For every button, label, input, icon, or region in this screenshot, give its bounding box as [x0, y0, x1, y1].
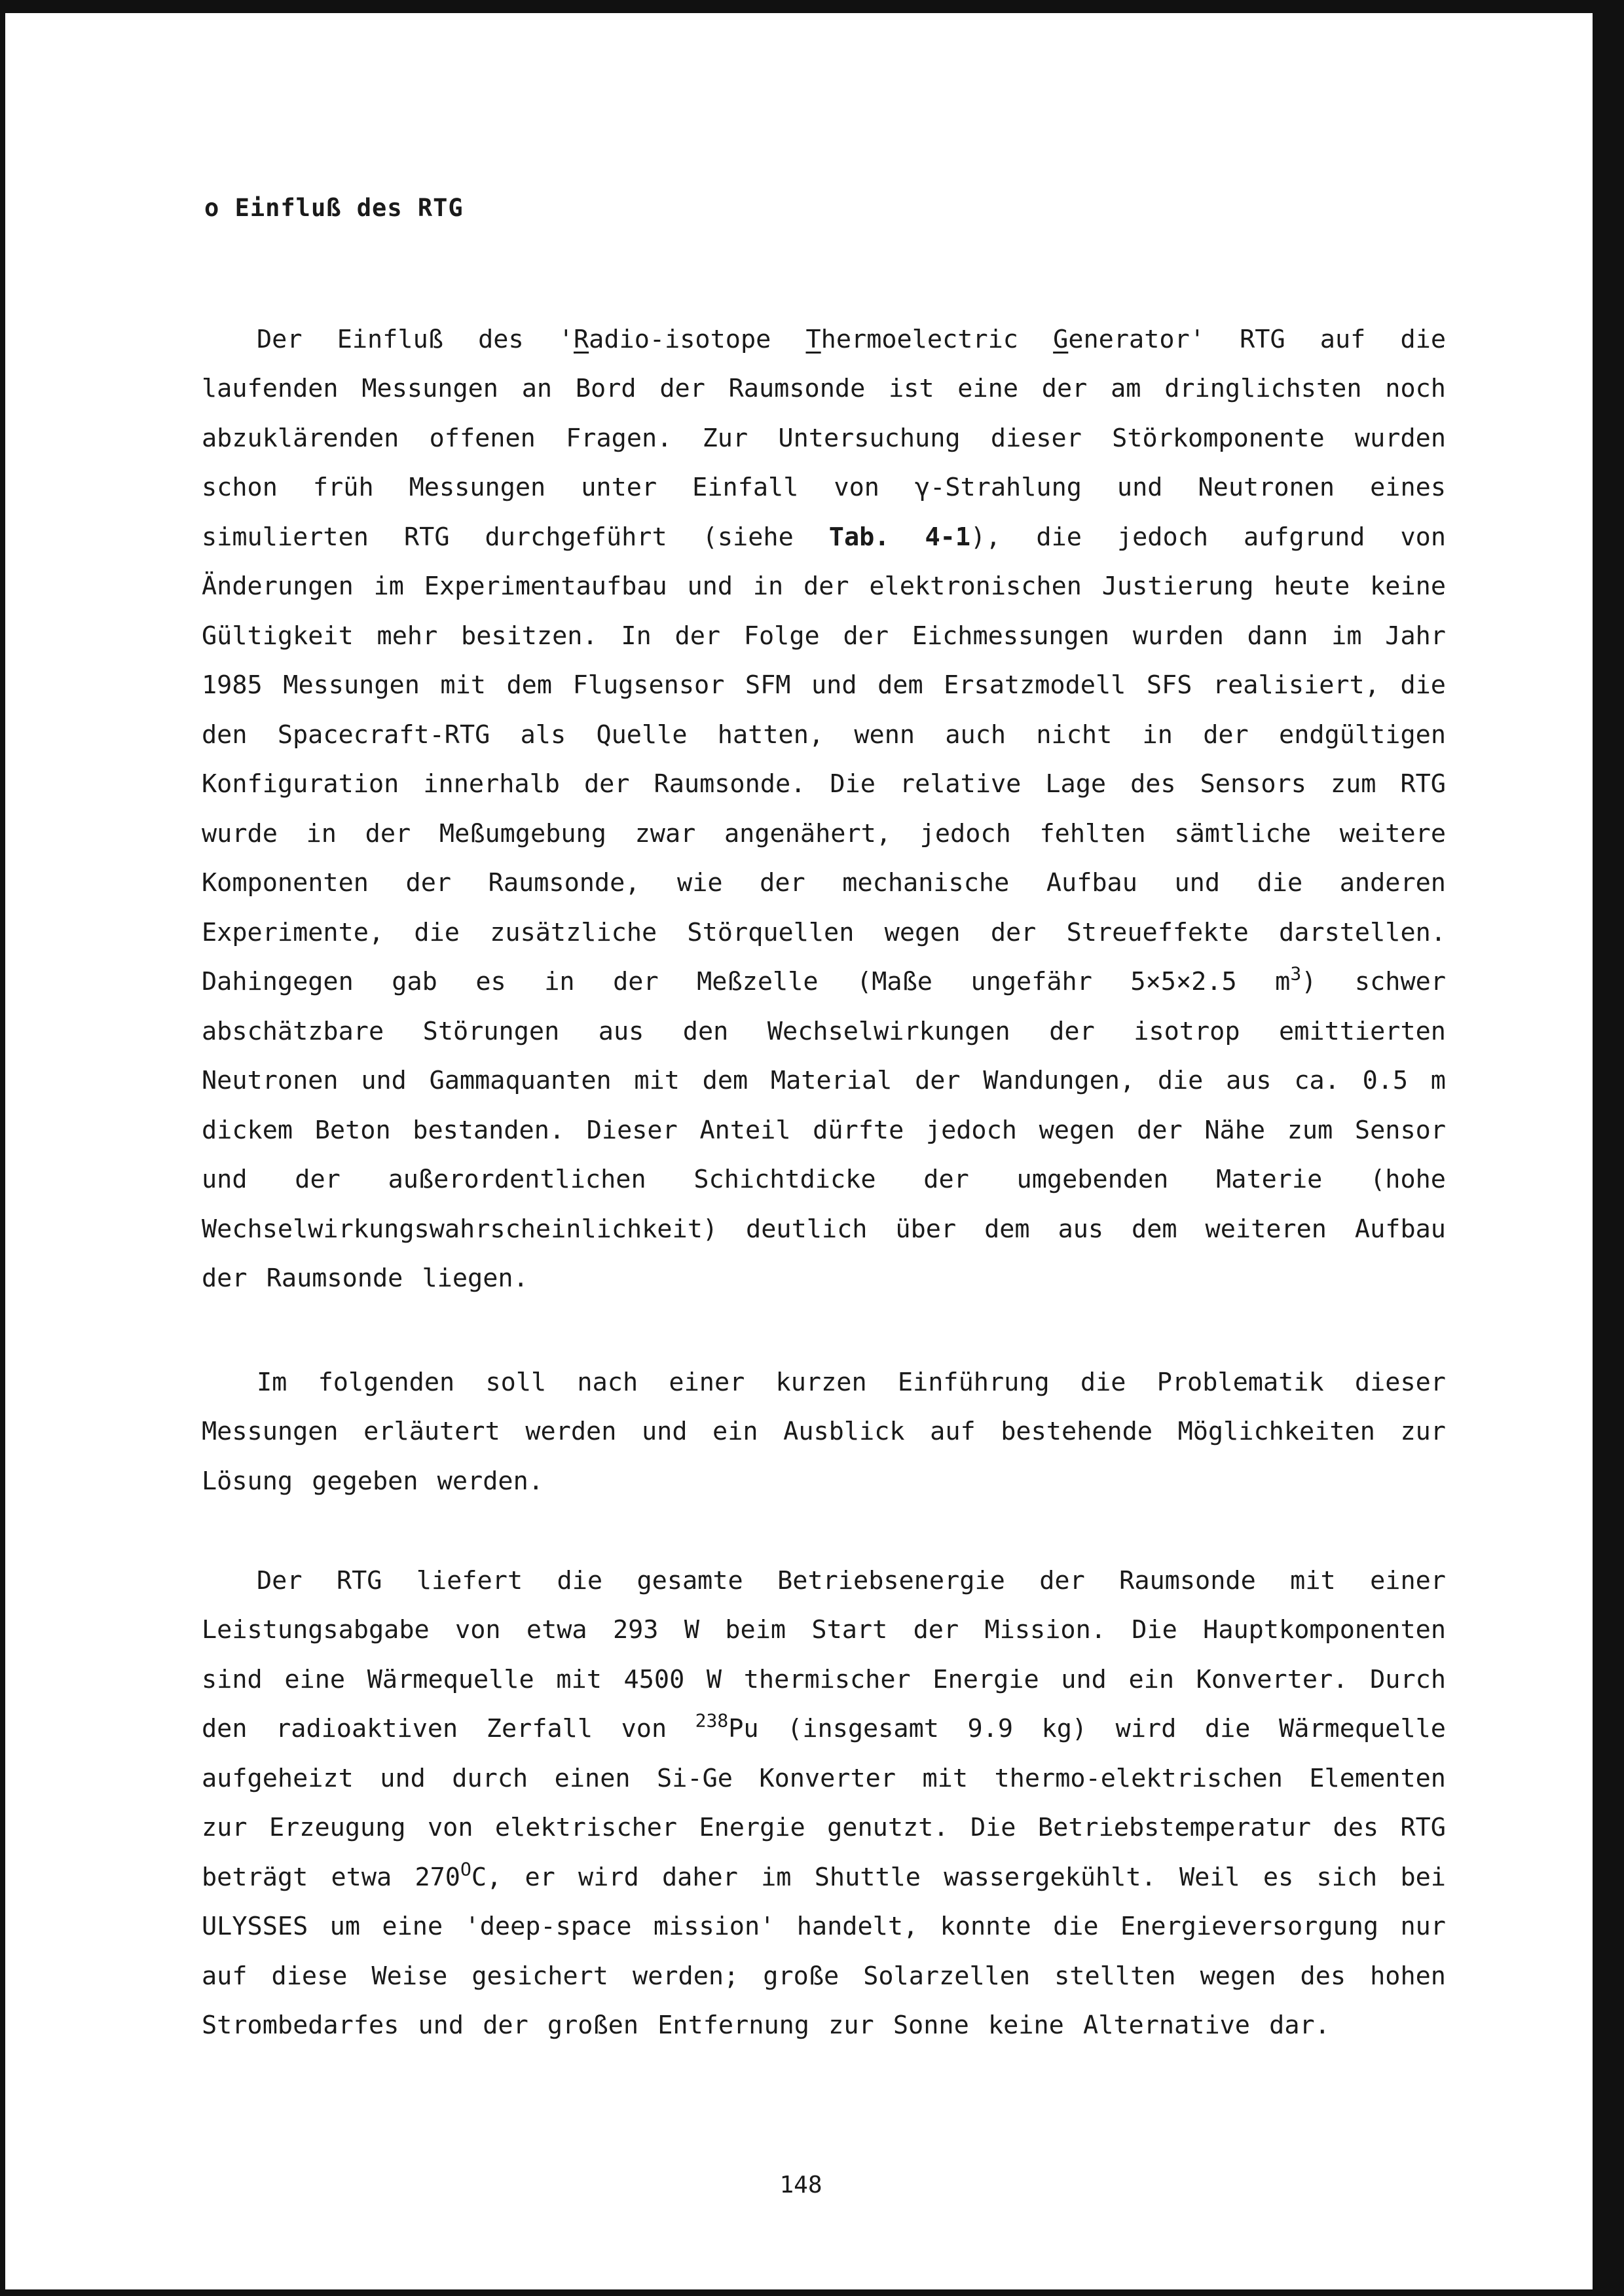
para1-text-2: adio-isotope	[589, 324, 806, 354]
para1-underlined-r: R	[573, 324, 589, 354]
page-number: 148	[779, 2172, 822, 2198]
para1-text-4: enerator' RTG auf die laufenden Messungen an Bord der Raumsonde ist eine der am dringlichsten noch abzuklärenden offenen Fragen. Zur Untersuchung dieser Störkomponente wurden schon früh Messungen unter Einfall von γ-Strahlung und Neutronen eines simulierten RTG durchgeführt (siehe	[202, 324, 1447, 552]
superscript-isotope: 238	[695, 1709, 729, 1732]
heading-bullet: o	[204, 194, 220, 222]
para3-text-1: Der RTG liefert die gesamte Betriebsenergie der Raumsonde mit einer Leistungsabgabe von etwa 293 W beim Start der Mission. Die Hauptkomponenten sind eine Wärmequelle mit 4500 W thermischer Energie und ein Konverter. Durch den radioaktiven Zerfall von	[202, 1565, 1446, 1743]
table-reference: Tab. 4-1	[828, 522, 971, 552]
paragraph-rtg-influence	[202, 315, 1446, 1303]
para1-text-6: ) schwer abschätzbare Störungen aus den Wechselwirkungen der isotrop emittierten Neutronen und Gammaquanten mit dem Material der Wandungen, die aus ca. 0.5 m dickem Beton bestanden. Dieser Anteil dürfte jedoch wegen der Nähe zum Sensor und der außerordentlichen Schichtdicke der umgebenden Materie (hohe Wechselwirkungswahrscheinlichkeit) deutlich über dem aus dem weiteren Aufbau der Raumsonde liegen.	[202, 967, 1446, 1293]
para2-text: Im folgenden soll nach einer kurzen Einführung die Problematik dieser Messungen erläutert werden und ein Ausblick auf bestehende Möglichkeiten zur Lösung gegeben werden.	[202, 1367, 1446, 1496]
superscript-degree: O	[460, 1858, 471, 1880]
para1-text-1: Der Einfluß des '	[257, 324, 574, 354]
para1-underlined-g: G	[1053, 324, 1069, 354]
para1-text-5: ), die jedoch aufgrund von Änderungen im Experimentaufbau und in der elektronischen Justierung heute keine Gültigkeit mehr besitzen. In der Folge der Eichmessungen wurden dann im Jahr 1985 Messungen mit dem Flugsensor SFM und dem Ersatzmodell SFS realisiert, die den Spacecraft-RTG als Quelle hatten, wenn auch nicht in der endgültigen Konfiguration innerhalb der Raumsonde. Die relative Lage des Sensors zum RTG wurde in der Meßumgebung zwar angenähert, jedoch fehlten sämtliche weitere Komponenten der Raumsonde, wie der mechanische Aufbau und die anderen Experimente, die zusätzliche Störquellen wegen der Streueffekte darstellen. Dahingegen gab es in der Meßzelle (Maße ungefähr 5×5×2.5 m	[202, 522, 1446, 996]
superscript-cubic: 3	[1290, 962, 1302, 985]
para3-text-3: C, er wird daher im Shuttle wassergekühlt. Weil es sich bei ULYSSES um eine 'deep-space mission' handelt, konnte die Energieversorgung nur auf diese Weise gesichert werden; große Solarzellen stellten wegen des hohen Strombedarfes und der großen Entfernung zur Sonne keine Alternative dar.	[202, 1862, 1446, 2040]
para1-text-3: hermoelectric	[821, 324, 1054, 354]
heading-title: Einfluß des RTG	[234, 194, 464, 222]
section-heading	[204, 194, 464, 222]
para3-text-2: Pu (insgesamt 9.9 kg) wird die Wärmequelle aufgeheizt und durch einen Si-Ge Konverter mit thermo-elektrischen Elementen zur Erzeugung von elektrischer Energie genutzt. Die Betriebstemperatur des RTG beträgt etwa 270	[202, 1714, 1446, 1892]
paragraph-rtg-power	[202, 1556, 1446, 2050]
para1-underlined-t: T	[805, 324, 821, 354]
paragraph-outlook	[202, 1358, 1446, 1506]
